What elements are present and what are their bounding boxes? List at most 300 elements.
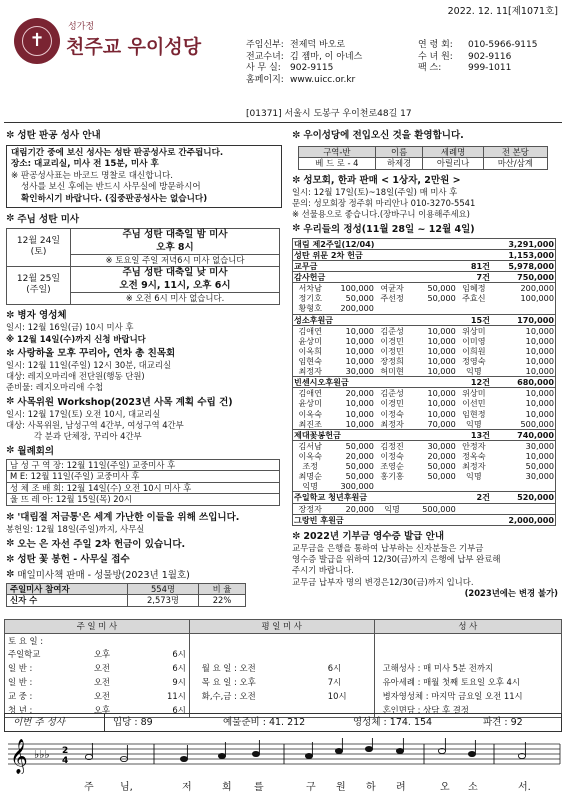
church-name: 천주교 우이성당	[66, 36, 202, 58]
ledger-amount: 10,000	[427, 366, 456, 377]
schedule-cell: 11시	[137, 690, 189, 704]
stats-item: 입당 : 89	[113, 716, 153, 728]
ledger-donor: 정영숙	[462, 355, 486, 366]
time-signature: 2	[62, 746, 69, 756]
ledger-amount: 10,000	[525, 345, 554, 356]
schedule-cell: 오전	[93, 663, 110, 674]
ledger-donor: 익명	[466, 366, 482, 377]
notice-line: 준비물: 레지오마리애 수첩	[6, 382, 104, 393]
table-cell: 하제경	[375, 158, 423, 170]
ledger-amount: 100,000	[340, 283, 374, 294]
schedule-cell: 토 요 일 :	[5, 634, 91, 648]
ledger-amount: 50,000	[345, 293, 374, 304]
ledger-amount: 50,000	[427, 471, 456, 482]
offerings-ledger	[292, 238, 556, 526]
ledger-group-title: 교무금	[293, 261, 410, 272]
schedule-cell: 화,수,금 : 오전	[201, 691, 256, 702]
ledger-group-total: 170,000	[491, 314, 556, 325]
notice-body	[292, 187, 558, 220]
ledger-header-row	[293, 238, 556, 249]
heading-text: 성탄 판공 성사 안내	[17, 130, 101, 142]
schedule-cell	[137, 634, 189, 648]
ledger-row	[293, 471, 556, 481]
mass-name-cell: 주님 성탄 대축일 밤 미사	[71, 228, 280, 241]
ledger-amount: 1,153,000	[457, 249, 556, 260]
mass-name-cell: 주님 성탄 대축일 낮 미사	[71, 266, 280, 279]
table-row	[7, 595, 246, 607]
schedule-heading: 평 일 미 사	[189, 620, 374, 634]
ledger-donor: 김준성	[380, 388, 404, 399]
heading-text: 병자 영성체	[17, 310, 67, 322]
ledger-group-row	[293, 314, 556, 325]
gear-bullet-icon: ✼	[292, 174, 301, 186]
staff-row	[246, 52, 556, 64]
ledger-amount: 100,000	[520, 293, 554, 304]
ledger-row	[293, 451, 556, 461]
ledger-amount: 30,000	[525, 471, 554, 482]
section-heading	[292, 130, 558, 143]
ledger-group-row	[293, 272, 556, 283]
ledger-row	[293, 325, 556, 336]
ledger-donor: 이미영	[462, 335, 486, 346]
ledger-donor: 이희원	[462, 345, 486, 356]
meeting-cell: M E: 12월 11일(주일) 교중미사 후	[7, 471, 280, 483]
stats-label: 이번 주 성사	[5, 714, 105, 731]
ledger-header-row	[293, 249, 556, 260]
ledger-group-total: 750,000	[491, 272, 556, 283]
ledger-row	[293, 293, 556, 303]
notice-line: 일시: 12월 17일(토) 오전 10시, 대교리실	[6, 408, 161, 419]
notice-line: (2023년에는 변경 불가)	[464, 587, 558, 598]
notice-line: 영수증 발급을 위하여 12/30(금)까지 은행에 납부 완료해	[292, 554, 501, 565]
table-row	[7, 228, 280, 241]
left-column	[6, 127, 282, 607]
notice-line: 대상: 레지오마리애 전단원(행동 단원)	[6, 371, 145, 382]
schedule-cell: 고해성사 : 매 미사 5분 전까지	[374, 662, 561, 676]
ledger-group-row	[293, 429, 556, 440]
lyric-syllable: 오	[440, 782, 450, 794]
ledger-donor	[457, 481, 491, 492]
ledger-donor: 홍기홍	[380, 471, 404, 482]
cross-icon: ✝	[22, 26, 52, 56]
table-cell: 마산/삼계	[483, 158, 547, 170]
ledger-donor: 임현숙	[298, 355, 322, 366]
table-row	[299, 158, 548, 170]
ledger-donor: 위상미	[462, 325, 486, 336]
table-cell: 신자 수	[7, 595, 128, 607]
notice-line: 대림기간 중에 보신 성사는 성탄 판공성사로 간주됩니다.	[11, 147, 224, 158]
ledger-row	[293, 461, 556, 471]
ledger-amount: 30,000	[525, 440, 554, 451]
church-logo	[14, 18, 60, 64]
table-cell: 554명	[127, 583, 198, 595]
time-signature: 4	[62, 756, 69, 766]
notice-line: 봉헌일: 12월 18일(주일)까지, 사무실	[6, 524, 145, 535]
ledger-donor: 주선정	[380, 293, 404, 304]
section-heading	[6, 554, 282, 567]
ledger-donor: 황형호	[298, 303, 322, 314]
notice-line: 주시기 바랍니다.	[292, 565, 354, 576]
section-heading	[292, 531, 558, 544]
ledger-group-total: 740,000	[491, 429, 556, 440]
schedule-cell: 6시	[325, 662, 374, 676]
ledger-donor: 이옥숙	[298, 450, 322, 461]
gear-bullet-icon: ✼	[6, 538, 15, 550]
ledger-donor: 김정진	[380, 440, 404, 451]
ledger-donor: 최정자	[298, 366, 322, 377]
ledger-donor: 김애연	[298, 388, 322, 399]
ledger-amount: 20,000	[345, 450, 374, 461]
ledger-row	[293, 336, 556, 346]
notice-line: ※ 판공성사표는 바코드 명찰로 대신합니다.	[11, 170, 173, 181]
transfer-table	[298, 146, 548, 170]
ledger-amount: 500,000	[520, 418, 554, 429]
ledger-label: 대림 제2주일(12/04)	[293, 238, 457, 249]
ledger-amount: 10,000	[345, 325, 374, 336]
notice-line: 장소: 대교리실, 미사 전 15분, 미사 후	[11, 159, 159, 170]
heading-text: 우리들의 정성(11월 28일 ~ 12월 4일)	[303, 223, 475, 235]
staff-value: 999-1011	[468, 63, 512, 74]
schedule-cell: 일 반 :	[5, 662, 91, 676]
schedule-cell: 오후	[91, 704, 137, 718]
section-heading	[6, 396, 282, 409]
gear-bullet-icon: ✼	[6, 347, 15, 359]
lyric-syllable: 려	[396, 782, 406, 794]
ledger-donor: 정기호	[298, 293, 322, 304]
weekly-stats-bar	[4, 713, 562, 732]
ledger-amount: 30,000	[345, 366, 374, 377]
ledger-donor	[457, 503, 491, 514]
mass-time-cell: 오전 9시, 11시, 오후 6시	[71, 279, 280, 292]
ledger-amount	[491, 503, 556, 514]
table-cell: 구역-반	[299, 146, 376, 158]
ledger-group-row	[293, 514, 556, 525]
notice-line: 확인하시기 바랍니다. (집중판공성사는 없습니다)	[21, 193, 208, 204]
ledger-body	[293, 238, 556, 525]
ledger-donor: 위상미	[462, 388, 486, 399]
ledger-donor: 안정자	[462, 440, 486, 451]
schedule-heading: 주 일 미 사	[5, 620, 190, 634]
notice-line: ※ 선물용으로 좋습니다.(장바구니 이용해주세요)	[292, 209, 470, 220]
ledger-amount: 200,000	[520, 283, 554, 294]
meeting-cell: 성 체 조 배 회: 12월 14일(수) 오전 10시 미사 후	[7, 482, 280, 494]
ledger-amount	[491, 481, 556, 492]
ledger-row	[293, 398, 556, 408]
schedule-cell: 병자영성체 : 마지막 금요일 오전 11시	[374, 690, 561, 704]
notice-body	[6, 322, 282, 344]
church-address: [01371] 서울시 도봉구 우이천로48길 17	[246, 109, 412, 119]
meetings-table	[6, 459, 280, 506]
heading-text: 사랑하올 모후 꾸리아, 연차 총 친목회	[17, 347, 176, 359]
table-cell: 전 본당	[483, 146, 547, 158]
table-cell: 22%	[199, 595, 246, 607]
ledger-donor: 이정숙	[380, 408, 404, 419]
ledger-amount: 50,000	[427, 283, 456, 294]
ledger-row	[293, 283, 556, 294]
ledger-amount: 10,000	[427, 335, 456, 346]
heading-text: 2022년 기부금 영수증 발급 안내	[303, 531, 445, 543]
meeting-cell: 울 뜨 레 아: 12월 15일(목) 20시	[7, 494, 280, 506]
ledger-amount: 10,000	[525, 335, 554, 346]
ledger-amount: 10,000	[525, 325, 554, 336]
ledger-amount: 10,000	[345, 408, 374, 419]
ledger-row	[293, 366, 556, 377]
ledger-donor: 임혜정	[462, 283, 486, 294]
ledger-group-title: 성소후원금	[293, 314, 410, 325]
table-cell: 베 드 로 - 4	[299, 158, 376, 170]
table-row	[5, 676, 562, 690]
table-row	[7, 471, 280, 483]
ledger-row	[293, 481, 556, 492]
schedule-cell: 오후	[93, 649, 110, 660]
table-cell: 비 율	[199, 583, 246, 595]
mass-date-cell: 12월 24일 (토)	[7, 228, 71, 266]
schedule-cell	[91, 634, 137, 648]
heading-text: '대림절 저금통'은 세계 가난한 이들을 위해 쓰입니다.	[17, 512, 240, 524]
ledger-donor: 이경민	[380, 398, 404, 409]
table-row	[7, 494, 280, 506]
ledger-amount: 50,000	[427, 293, 456, 304]
ledger-donor: 익명	[384, 503, 400, 514]
schedule-cell: 교 중 :	[5, 690, 91, 704]
ledger-amount: 10,000	[345, 335, 374, 346]
staff-value: 010-5966-9115	[468, 40, 538, 50]
gear-bullet-icon: ✼	[292, 223, 301, 235]
schedule-cell: 오전	[93, 691, 110, 702]
ledger-amount: 50,000	[345, 461, 374, 472]
staff-value: 전제덕 바오로	[290, 40, 346, 50]
ledger-row	[293, 346, 556, 356]
homepage-link[interactable]: www.uicc.or.kr	[290, 74, 356, 85]
ledger-amount: 20,000	[345, 388, 374, 399]
ledger-amount: 500,000	[422, 503, 456, 514]
section-heading	[6, 512, 282, 525]
staff-key: 연 령 회:	[418, 40, 453, 50]
notice-line: 각 분과 단체장, 꾸리아 4간부	[34, 431, 142, 442]
heading-text: 우이성당에 전입오신 것을 환영합니다.	[303, 130, 464, 142]
schedule-cell: 6시	[137, 704, 189, 718]
heading-text: 오는 은 자선 주일 2차 헌금이 있습니다.	[17, 538, 186, 550]
header-divider	[4, 122, 562, 123]
stats-item: 예물준비 : 41. 212	[223, 716, 306, 728]
note-head	[365, 746, 372, 751]
ledger-amount: 30,000	[427, 440, 456, 451]
ledger-group-title: 그랑빈 후원금	[293, 514, 410, 525]
ledger-amount: 20,000	[345, 503, 374, 514]
ledger-donor: 윤상미	[298, 398, 322, 409]
staff-directory	[246, 40, 556, 86]
staff-row	[246, 63, 556, 75]
table-cell: 세례명	[423, 146, 483, 158]
flat-icon: ♭♭♭	[34, 748, 50, 761]
ledger-amount: 10,000	[427, 388, 456, 399]
notice-body	[6, 409, 282, 442]
ledger-amount: 10,000	[427, 408, 456, 419]
ledger-group-count: 81건	[409, 261, 491, 272]
treble-clef-icon: 𝄞	[10, 739, 28, 774]
stats-item: 영성체 : 174. 154	[353, 716, 433, 728]
ledger-group-total: 2,000,000	[491, 514, 556, 525]
notice-line: ※ 12월 14일(수)까지 신청 바랍니다	[6, 333, 146, 344]
gear-bullet-icon: ✼	[6, 396, 15, 408]
gear-bullet-icon: ✼	[6, 130, 15, 141]
lyrics-row	[4, 778, 562, 798]
ledger-group-count: 13건	[409, 429, 491, 440]
table-row	[5, 634, 562, 648]
ledger-amount: 70,000	[427, 418, 456, 429]
table-row	[7, 459, 280, 471]
notice-line: 대상: 사목위원, 남성구역 4간부, 여성구역 4간부	[6, 420, 184, 431]
ledger-group-row	[293, 261, 556, 272]
mass-time-cell: 오후 8시	[71, 241, 280, 254]
note-head	[335, 748, 342, 753]
christmas-mass-table	[6, 228, 280, 305]
table-row	[299, 146, 548, 158]
ledger-amount	[409, 481, 457, 492]
schedule-cell: 10시	[325, 690, 374, 704]
mass-schedule-table	[4, 619, 562, 718]
notice-line: 교무금 납부자 명의 변경은12/30(금)까지 입니다.	[292, 576, 474, 587]
note-head	[305, 753, 312, 758]
note-head	[468, 751, 475, 756]
staff-row	[246, 75, 556, 87]
ledger-donor	[375, 481, 409, 492]
table-cell: 이름	[375, 146, 423, 158]
section-heading	[6, 213, 282, 226]
schedule-cell: 일 반 :	[5, 676, 91, 690]
mass-note-cell: ※ 오전 6시 미사 없습니다.	[71, 292, 280, 304]
ledger-donor: 정옥숙	[462, 450, 486, 461]
ledger-amount: 10,000	[427, 355, 456, 366]
table-row	[5, 662, 562, 676]
notice-line: 교무금을 은행을 통하여 납부하는 신자분들은 기부금	[292, 543, 484, 554]
gear-bullet-icon: ✼	[6, 569, 15, 581]
ledger-donor: 이옥희	[298, 345, 322, 356]
ledger-amount: 10,000	[427, 345, 456, 356]
table-cell: 2,573명	[127, 595, 198, 607]
ledger-group-count	[409, 514, 491, 525]
ledger-row	[293, 303, 556, 314]
ledger-donor: 이선민	[462, 398, 486, 409]
ledger-amount: 50,000	[427, 461, 456, 472]
ledger-amount: 3,291,000	[457, 238, 556, 249]
heading-text: 매일미사책 판매 - 성물방(2023년 1월호)	[17, 569, 190, 581]
notice-body	[292, 543, 558, 598]
ledger-donor: 이정숙	[380, 450, 404, 461]
ledger-donor: 익명	[466, 418, 482, 429]
ledger-donor: 김애연	[298, 325, 322, 336]
notice-line: 일시: 12월 11일(주일) 12시 30분, 대교리실	[6, 360, 172, 371]
notice-line: 문의: 성모회장 정주휘 마리안나 010-3270-5541	[292, 198, 476, 209]
staff-key: 주임신부:	[246, 40, 284, 50]
table-cell: 주일미사 참여자	[7, 583, 128, 595]
ledger-donor	[375, 303, 409, 314]
ledger-amount: 10,000	[345, 398, 374, 409]
ledger-amount: 50,000	[345, 471, 374, 482]
ledger-donor: 최진조	[298, 418, 322, 429]
heading-text: 성탄 꽃 봉헌 - 사무실 접수	[17, 554, 130, 566]
table-row	[7, 583, 246, 595]
lyric-syllable: 희	[222, 782, 232, 794]
ledger-group-title: 빈센시오후원금	[293, 377, 410, 388]
table-row	[7, 482, 280, 494]
ledger-donor: 허미현	[380, 366, 404, 377]
ledger-group-title: 제대꽃봉헌금	[293, 429, 410, 440]
ledger-donor: 이경민	[380, 335, 404, 346]
gear-bullet-icon: ✼	[292, 530, 301, 542]
gear-bullet-icon: ✼	[6, 213, 15, 225]
ledger-group-title: 주일학교 청년후원금	[293, 492, 410, 503]
section-heading	[6, 538, 282, 551]
heading-text: 월례회의	[17, 445, 55, 457]
lyric-syllable: 서.	[518, 782, 531, 794]
section-heading	[6, 569, 282, 582]
ledger-amount: 10,000	[525, 355, 554, 366]
ledger-amount	[491, 303, 556, 314]
lyric-syllable: 님,	[120, 782, 133, 794]
ledger-amount: 300,000	[340, 481, 374, 492]
ledger-group-total: 520,000	[491, 492, 556, 503]
note-head	[218, 753, 225, 758]
ledger-label: 성탄 위문 2차 헌금	[293, 249, 457, 260]
section-heading	[6, 310, 282, 323]
participation-table	[6, 583, 246, 607]
lyric-syllable: 하	[366, 782, 376, 794]
ledger-row	[293, 356, 556, 366]
ledger-donor: 김서남	[298, 440, 322, 451]
ledger-donor: 임현정	[462, 408, 486, 419]
gear-bullet-icon: ✼	[6, 309, 15, 321]
ledger-amount: 200,000	[340, 303, 374, 314]
ledger-group-count: 15건	[409, 314, 491, 325]
ledger-donor: 조영순	[380, 461, 404, 472]
staff-key: 팩 스:	[418, 63, 442, 74]
lyric-syllable: 주	[84, 782, 94, 794]
staff-row	[246, 40, 556, 52]
table-row	[5, 620, 562, 634]
ledger-row	[293, 503, 556, 514]
schedule-cell: 9시	[137, 676, 189, 690]
ledger-amount: 20,000	[427, 450, 456, 461]
ledger-amount: 10,000	[427, 325, 456, 336]
schedule-cell: 6시	[137, 648, 189, 662]
notice-line: 일시: 12월 17일(토)~18일(주일) 매 미사 후	[292, 187, 458, 197]
staff-key: 수 녀 원:	[418, 51, 453, 62]
ledger-row	[293, 409, 556, 419]
ledger-group-total: 680,000	[491, 377, 556, 388]
ledger-donor: 최정자	[380, 418, 404, 429]
ledger-donor: 조정	[302, 461, 318, 472]
ledger-amount: 10,000	[427, 398, 456, 409]
confession-box	[6, 145, 282, 209]
staff-value: 김 젬마, 이 아네스	[290, 51, 363, 62]
table-cell: 아릴리나	[423, 158, 483, 170]
note-head	[180, 756, 187, 761]
notes-group	[85, 738, 525, 764]
staff-key: 홈페이지:	[246, 74, 284, 85]
ledger-row	[293, 440, 556, 451]
note-head	[396, 748, 403, 753]
ledger-amount: 50,000	[525, 461, 554, 472]
music-score	[4, 738, 562, 796]
gear-bullet-icon: ✼	[6, 445, 15, 457]
ledger-group-row	[293, 492, 556, 503]
note-head	[252, 751, 259, 756]
section-heading	[292, 175, 558, 188]
ledger-amount: 10,000	[345, 355, 374, 366]
ledger-row	[293, 419, 556, 430]
right-column	[292, 127, 558, 599]
